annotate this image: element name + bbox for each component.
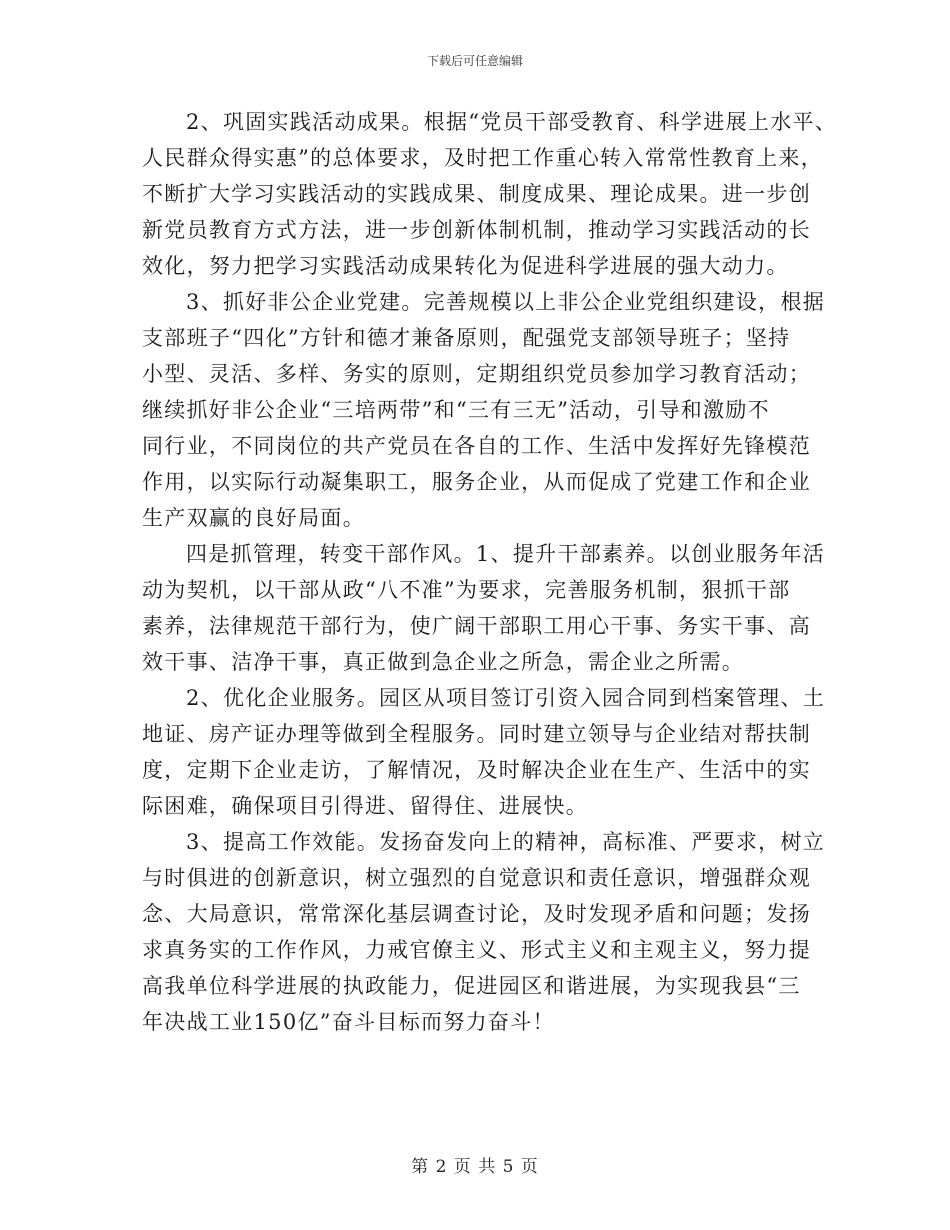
text-line: 新党员教育方式方法，进一步创新体制机制，推动学习实践活动的长: [142, 218, 811, 242]
text-line: 念、大局意识，常常深化基层调查讨论，及时发现矛盾和问题；发扬: [142, 902, 811, 926]
text-line: 高我单位科学进展的执政能力，促进园区和谐进展，为实现我县“三: [142, 974, 801, 998]
text-line: 支部班子“四化”方针和德才兼备原则，配强党支部领导班子；坚持: [142, 326, 791, 350]
paragraph-management: [142, 536, 826, 680]
text-line: 求真务实的工作作风，力戒官僚主义、形式主义和主观主义，努力提: [142, 938, 811, 962]
text-line: 小型、灵活、多样、务实的原则，定期组织党员参加学习教育活动；: [142, 362, 811, 386]
text-line: 度，定期下企业走访，了解情况，及时解决企业在生产、生活中的实: [142, 758, 811, 782]
text-line: 效干事、洁净干事，真正做到急企业之所急，需企业之所需。: [142, 650, 745, 674]
text-line: 不断扩大学习实践活动的实践成果、制度成果、理论成果。进一步创: [142, 182, 811, 206]
text-line: 地证、房产证办理等做到全程服务。同时建立领导与企业结对帮扶制: [142, 722, 811, 746]
text-line: 际困难，确保项目引得进、留得住、进展快。: [142, 794, 588, 818]
text-line: 年决战工业150亿”奋斗目标而努力奋斗！: [142, 1010, 555, 1034]
text-line: 素养，法律规范干部行为，使广阔干部职工用心干事、务实干事、高: [142, 614, 811, 638]
paragraph-work-efficiency: [142, 824, 826, 1040]
text-line: 2、优化企业服务。园区从项目签订引资入园合同到档案管理、土: [186, 686, 826, 710]
page-header-note: 下载后可任意编辑: [426, 54, 523, 68]
document-body: [142, 104, 838, 1040]
text-line: 效化，努力把学习实践活动成果转化为促进科学进展的强大动力。: [142, 254, 789, 278]
text-line: 继续抓好非公企业“三培两带”和“三有三无”活动，引导和激励不: [142, 398, 770, 422]
text-line: 3、抓好非公企业党建。完善规模以上非公企业党组织建设，根据: [186, 290, 826, 314]
text-line: 生产双赢的良好局面。: [142, 506, 365, 530]
text-line: 人民群众得实惠”的总体要求，及时把工作重心转入常常性教育上来，: [142, 146, 824, 170]
text-line: 2、巩固实践活动成果。根据“党员干部受教育、科学进展上水平、: [186, 110, 838, 134]
text-line: 3、提高工作效能。发扬奋发向上的精神，高标准、严要求，树立: [186, 830, 826, 854]
text-line: 与时俱进的创新意识，树立强烈的自觉意识和责任意识，增强群众观: [142, 866, 811, 890]
paragraph-consolidate-practice: [142, 104, 838, 284]
text-line: 作用，以实际行动凝集职工，服务企业，从而促成了党建工作和企业: [142, 470, 811, 494]
paragraph-enterprise-service: [142, 680, 826, 824]
text-line: 同行业，不同岗位的共产党员在各自的工作、生活中发挥好先锋模范: [142, 434, 811, 458]
text-line: 动为契机，以干部从政“八不准”为要求，完善服务机制，狠抓干部: [142, 578, 791, 602]
paragraph-party-building: [142, 284, 826, 536]
page-number-footer: 第 2 页 共 5 页: [411, 1157, 539, 1177]
text-line: 四是抓管理，转变干部作风。1、提升干部素养。以创业服务年活: [186, 542, 826, 566]
